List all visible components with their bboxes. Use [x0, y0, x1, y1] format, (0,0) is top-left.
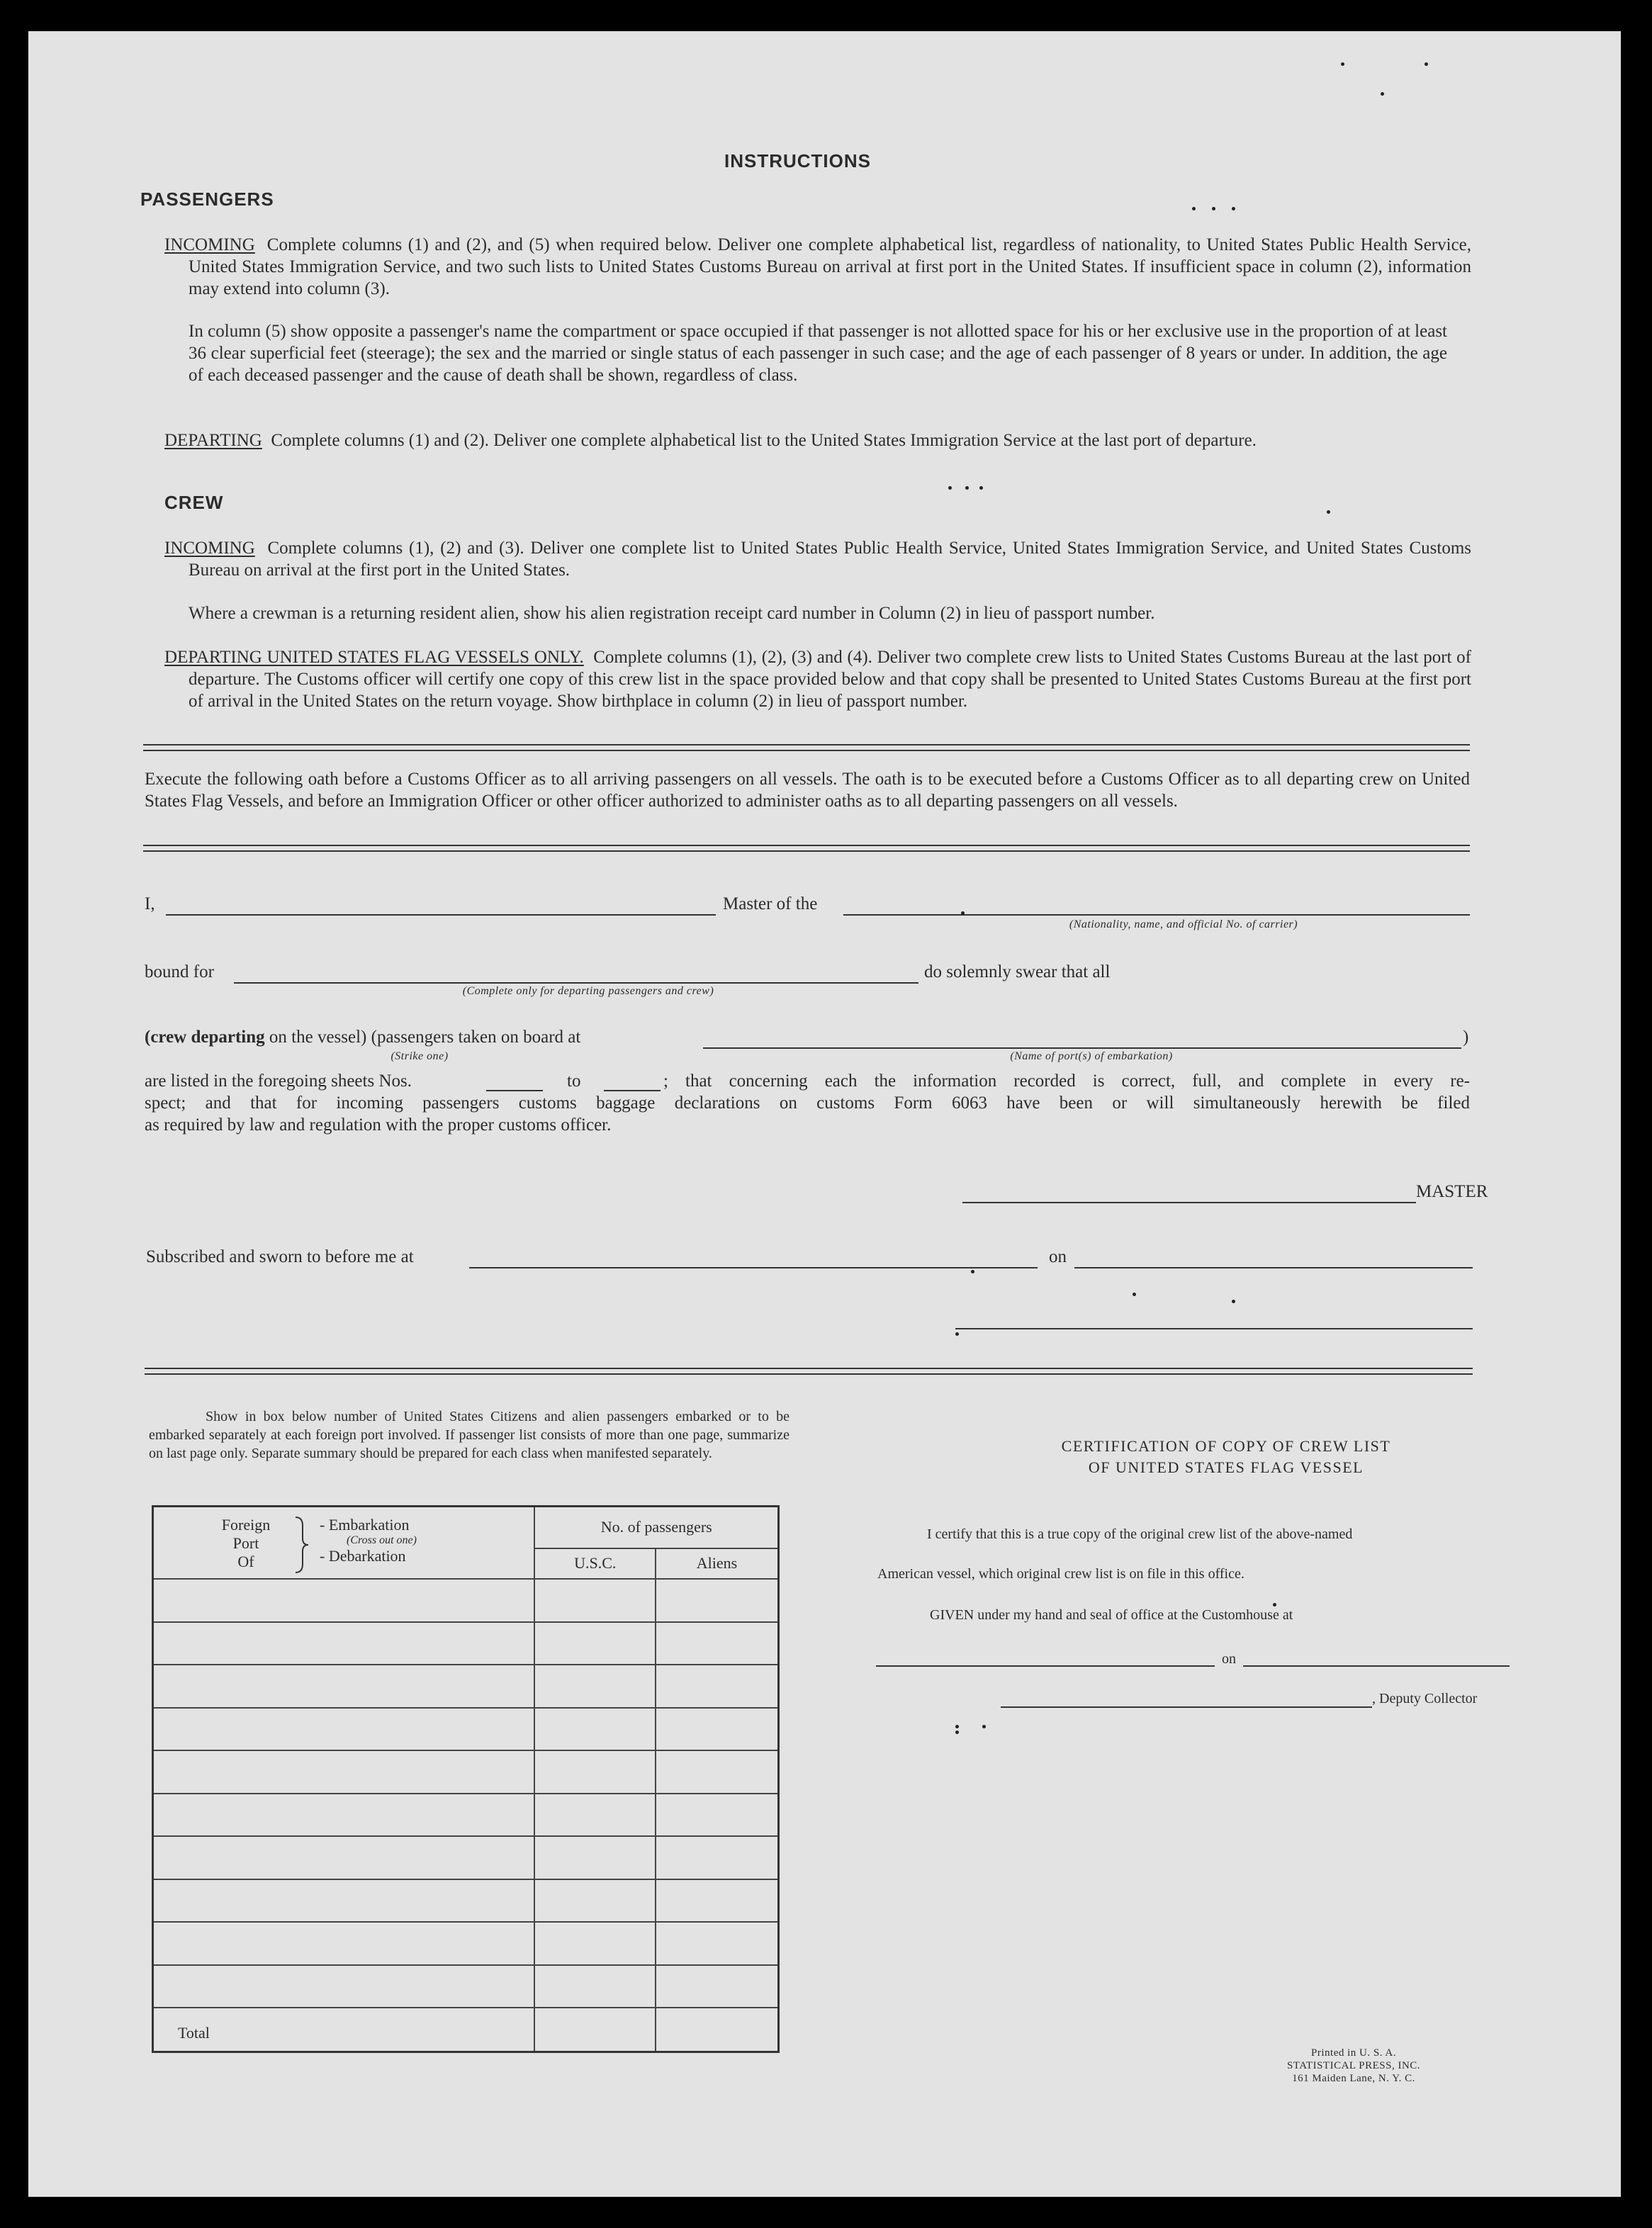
master-label: MASTER: [1416, 1182, 1488, 1201]
ports-field[interactable]: [703, 1047, 1461, 1049]
oath-text-line-2: spect; and that for incoming passengers customs baggage declarations on customs Form 6063 have been or will simultaneously herewith be filed: [145, 1093, 1470, 1113]
embarkation-option[interactable]: - Embarkation: [320, 1516, 410, 1534]
printer-line-2: STATISTICAL PRESS, INC.: [1286, 2060, 1421, 2071]
speck: [955, 1332, 959, 1336]
speck: [1192, 207, 1196, 210]
cross-out-caption: (Cross out one): [347, 1534, 417, 1546]
crew-departing-text: Complete columns (1), (2), (3) and (4). Deliver two complete crew lists to United States Customs Bureau at the last port of departure. The Customs officer will certify one copy of this crew list in the space provided below and that copy shall be presented to United States Customs Bureau at the first port of arrival in the United States on the return voyage. Show birthplace in column (2) in lieu of passport number.: [189, 648, 1472, 711]
speck: [1212, 207, 1215, 210]
usc-cell[interactable]: [534, 1922, 656, 1965]
deputy-collector-label: , Deputy Collector: [1372, 1691, 1478, 1706]
table-row: [153, 1922, 779, 1965]
usc-cell[interactable]: [534, 1579, 656, 1622]
sheets-to-label: to: [567, 1071, 581, 1091]
officer-signature-field[interactable]: [955, 1328, 1473, 1329]
certification-title-line-1: CERTIFICATION OF COPY OF CREW LIST: [1061, 1437, 1391, 1455]
usc-header: U.S.C.: [534, 1548, 656, 1579]
speck: [955, 1731, 959, 1734]
summary-instructions: Show in box below number of United States Citizens and alien passengers embarked or to be embarked separately at each foreign port involved. If passenger list consists of more than one page, summarize on last page only. Separate summary should be prepared for each class when manifested separately.: [149, 1409, 790, 1461]
aliens-header: Aliens: [656, 1548, 779, 1579]
passengers-departing-text: Complete columns (1) and (2). Deliver one complete alphabetical list to the United States Immigration Service at the last port of departure.: [271, 431, 1257, 450]
sworn-place-field[interactable]: [469, 1267, 1038, 1268]
speck: [1232, 207, 1235, 210]
printer-line-1: Printed in U. S. A.: [1311, 2047, 1396, 2059]
passengers-column5-paragraph: In column (5) show opposite a passenger's name the compartment or space occupied if that passenger is not allotted space for his or her exclusive use in the proportion of at least 36 clear superficial feet (steerage); the sex and the married or single status of each passenger in such case; and the age of each passenger of 8 years or under. In addition, the age of each deceased passenger and the cause of death shall be shown, regardless of class.: [189, 322, 1447, 385]
port-cell[interactable]: [153, 1665, 535, 1708]
port-cell[interactable]: [153, 1579, 535, 1622]
passengers-incoming-paragraph: [164, 234, 1471, 300]
printer-imprint: [1276, 2047, 1432, 2085]
instructions-title: INSTRUCTIONS: [724, 150, 871, 171]
usc-cell[interactable]: [534, 1965, 656, 2008]
oath-i-label: I,: [145, 894, 155, 913]
passengers-heading: PASSENGERS: [140, 189, 274, 210]
passengers-incoming-text: Complete columns (1) and (2), and (5) when required below. Deliver one complete alphabetical list, regardless of nationality, to United States Public Health Service, United States Immigration Service, and two such lists to United States Customs Bureau on arrival at first port in the United States. If insufficient space in column (2), information may extend into column (3).: [189, 235, 1472, 298]
cert-on-label: on: [1222, 1651, 1236, 1667]
usc-cell[interactable]: [534, 1794, 656, 1837]
total-label: Total: [153, 2008, 535, 2052]
carrier-caption: (Nationality, name, and official No. of carrier): [1069, 918, 1298, 930]
speck: [1425, 62, 1428, 66]
speck: [1133, 1293, 1136, 1296]
cert-date-field[interactable]: [1243, 1665, 1510, 1667]
table-row: [153, 1879, 779, 1923]
speck: [965, 486, 969, 490]
debarkation-option[interactable]: - Debarkation: [320, 1547, 406, 1565]
crew-passengers-line: [145, 1028, 580, 1047]
aliens-cell[interactable]: [656, 1965, 779, 2008]
solemnly-swear-text: do solemnly swear that all: [924, 962, 1111, 981]
total-usc-cell[interactable]: [534, 2008, 656, 2052]
crew-departing-option[interactable]: (crew departing: [145, 1028, 265, 1047]
port-cell[interactable]: [153, 1750, 535, 1794]
bound-for-field[interactable]: [234, 982, 918, 984]
master-signature-field[interactable]: [962, 1202, 1416, 1203]
aliens-cell[interactable]: [656, 1836, 779, 1879]
crew-incoming-paragraph: [164, 537, 1471, 581]
passengers-incoming-label: INCOMING: [164, 235, 255, 254]
certify-line-2: American vessel, which original crew list is on file in this office.: [877, 1566, 1244, 1582]
speck: [1273, 1603, 1276, 1607]
table-row: [153, 1750, 779, 1794]
no-of-passengers-header: No. of passengers: [534, 1507, 778, 1548]
aliens-cell[interactable]: [656, 1665, 779, 1708]
sheet-to-field[interactable]: [604, 1090, 661, 1091]
speck: [948, 486, 952, 490]
crew-incoming-text: Complete columns (1), (2) and (3). Deliver one complete list to United States Public Health Service, United States Immigration Service, and United States Customs Bureau on arrival at the first port in the United States.: [189, 539, 1472, 580]
passengers-departing-paragraph: [164, 429, 1471, 451]
sheets-nos-label: are listed in the foregoing sheets Nos.: [145, 1071, 412, 1091]
table-row: [153, 1836, 779, 1879]
speck: [982, 1725, 986, 1728]
aliens-cell[interactable]: [656, 1579, 779, 1622]
oath-text-line-3: as required by law and regulation with the proper customs officer.: [145, 1115, 612, 1135]
table-row: [153, 1579, 779, 1622]
close-paren: ): [1463, 1028, 1469, 1047]
printer-line-3: 161 Maiden Lane, N. Y. C.: [1292, 2073, 1415, 2084]
usc-cell[interactable]: [534, 1665, 656, 1708]
bound-caption: (Complete only for departing passengers and crew): [462, 985, 714, 997]
aliens-cell[interactable]: [656, 1922, 779, 1965]
crew-heading: CREW: [164, 492, 224, 513]
deputy-collector-signature-field[interactable]: [1001, 1706, 1372, 1708]
brace-icon: [293, 1516, 314, 1574]
speck: [961, 911, 965, 915]
customhouse-field[interactable]: [876, 1665, 1215, 1667]
speck: [971, 1270, 974, 1273]
aliens-cell[interactable]: [656, 1708, 779, 1751]
master-of-the-label: Master of the: [723, 894, 818, 913]
port-cell[interactable]: [153, 1965, 535, 2008]
given-line: GIVEN under my hand and seal of office at the Customhouse at: [930, 1607, 1293, 1623]
speck: [955, 1725, 959, 1728]
strike-caption: (Strike one): [390, 1050, 449, 1062]
passengers-departing-label: DEPARTING: [164, 431, 262, 450]
total-aliens-cell[interactable]: [656, 2008, 779, 2052]
ports-caption: (Name of port(s) of embarkation): [1010, 1050, 1173, 1062]
passengers-taken-option[interactable]: (passengers taken on board at: [371, 1028, 581, 1047]
aliens-cell[interactable]: [656, 1794, 779, 1837]
passenger-summary-table: [152, 1505, 780, 2053]
sworn-on-label: on: [1049, 1247, 1067, 1266]
table-row: [153, 1794, 779, 1837]
aliens-cell[interactable]: [656, 1879, 779, 1923]
speck: [1327, 510, 1330, 514]
crew-returning-paragraph: Where a crewman is a returning resident alien, show his alien registration receipt card number in Column (2) in lieu of passport number.: [189, 604, 1155, 623]
speck: [979, 486, 983, 490]
subscribed-label: Subscribed and sworn to before me at: [146, 1247, 414, 1266]
sworn-date-field[interactable]: [1074, 1267, 1473, 1268]
port-cell[interactable]: [153, 1836, 535, 1879]
usc-cell[interactable]: [534, 1708, 656, 1751]
crew-departing-paragraph: [164, 646, 1471, 712]
port-cell[interactable]: [153, 1622, 535, 1665]
oath-text-line-1: ; that concerning each the information recorded is correct, full, and complete in every re-: [663, 1071, 1470, 1091]
speck: [1232, 1300, 1235, 1303]
sheet-from-field[interactable]: [486, 1090, 543, 1091]
table-row: [153, 1708, 779, 1751]
on-the-vessel-text: on the vessel): [269, 1028, 367, 1047]
certify-line-1: I certify that this is a true copy of the original crew list of the above-named: [927, 1526, 1353, 1542]
certification-title-line-2: OF UNITED STATES FLAG VESSEL: [1088, 1458, 1364, 1476]
certification-title: [943, 1436, 1510, 1478]
section-divider: [145, 1368, 1473, 1375]
section-divider: [143, 845, 1470, 852]
total-row: [153, 2008, 779, 2052]
port-label: Port: [232, 1534, 259, 1552]
oath-intro: Execute the following oath before a Customs Officer as to all arriving passengers on all vessels. The oath is to be executed before a Customs Officer as to all departing crew on United States Flag Vessels, and before an Immigration Officer or other officer authorized to administer oaths as to all departing passengers on all vessels.: [145, 770, 1470, 811]
aliens-cell[interactable]: [656, 1750, 779, 1794]
usc-cell[interactable]: [534, 1836, 656, 1879]
crew-departing-label: DEPARTING UNITED STATES FLAG VESSELS ONLY.: [164, 648, 584, 667]
speck: [1341, 62, 1344, 66]
speck: [1381, 92, 1384, 96]
form-sheet: [28, 31, 1621, 2197]
table-row: [153, 1622, 779, 1665]
foreign-label: Foreign: [221, 1516, 271, 1534]
aliens-cell[interactable]: [656, 1622, 779, 1665]
of-label: Of: [237, 1553, 254, 1570]
bound-for-label: bound for: [145, 962, 214, 981]
port-cell[interactable]: [153, 1879, 535, 1923]
port-cell[interactable]: [153, 1708, 535, 1751]
crew-incoming-label: INCOMING: [164, 539, 255, 558]
usc-cell[interactable]: [534, 1622, 656, 1665]
carrier-field[interactable]: [843, 914, 1470, 916]
table-row: [153, 1965, 779, 2008]
foreign-port-header: [153, 1507, 535, 1580]
port-cell[interactable]: [153, 1922, 535, 1965]
master-name-field[interactable]: [166, 914, 716, 916]
usc-cell[interactable]: [534, 1750, 656, 1794]
port-cell[interactable]: [153, 1794, 535, 1837]
table-row: [153, 1665, 779, 1708]
section-divider: [143, 744, 1470, 751]
usc-cell[interactable]: [534, 1879, 656, 1923]
